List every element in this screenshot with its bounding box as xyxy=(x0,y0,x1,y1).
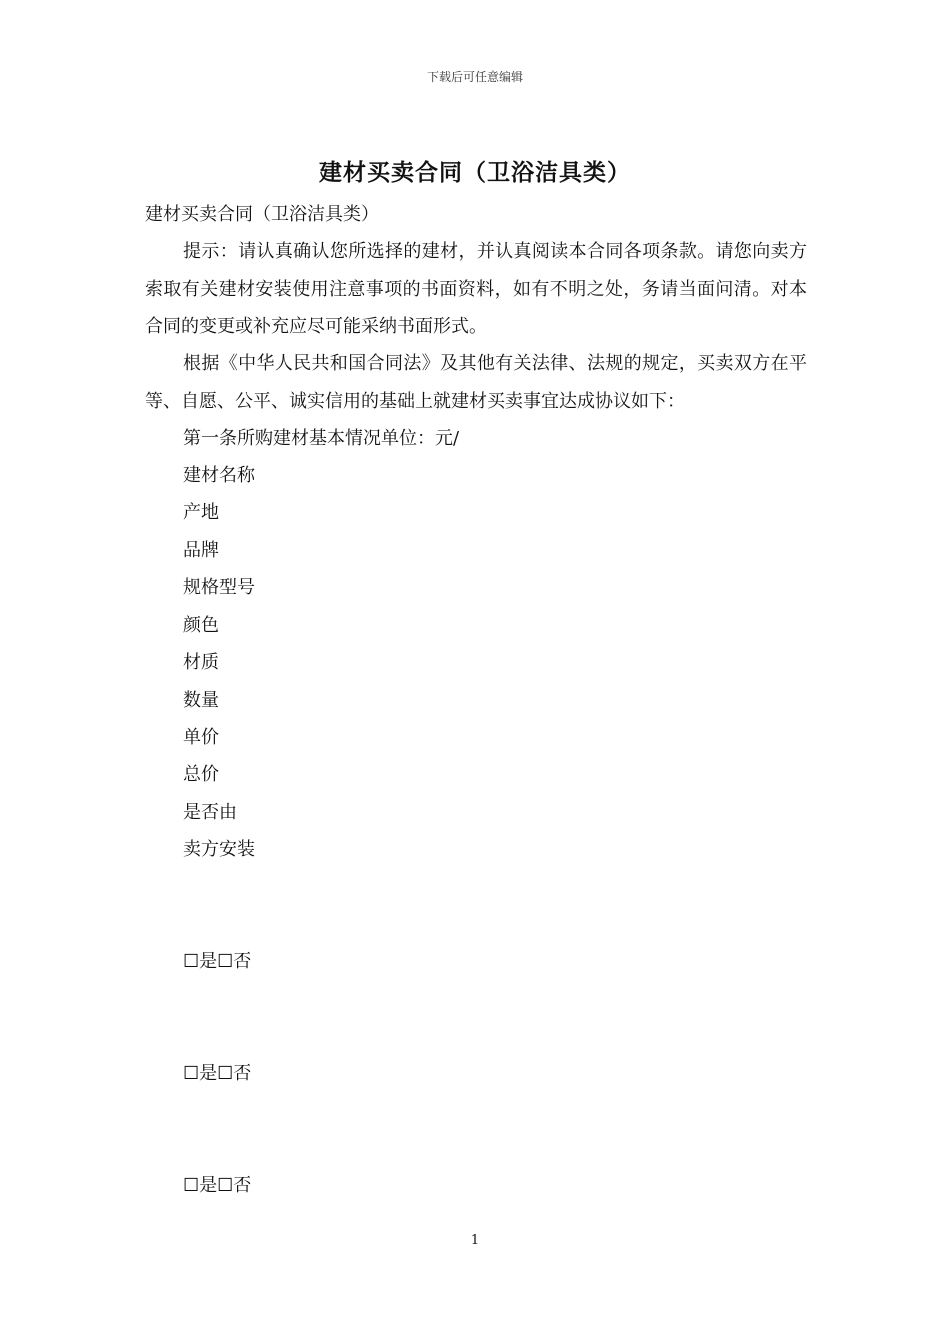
article-1-heading: 第一条所购建材基本情况单位：元/ xyxy=(183,428,460,449)
yes-no-choice[interactable]: ☐是☐否 xyxy=(183,1063,252,1084)
field-label: 规格型号 xyxy=(183,577,255,598)
document-subtitle: 建材买卖合同（卫浴洁具类） xyxy=(145,204,379,225)
field-label: 颜色 xyxy=(183,615,219,636)
field-label: 品牌 xyxy=(183,540,219,561)
field-label: 单价 xyxy=(183,727,219,748)
preamble-paragraph: 根据《中华人民共和国合同法》及其他有关法律、法规的规定，买卖双方在平等、自愿、公平、诚实信用的基础上就建材买卖事宜达成协议如下： xyxy=(145,353,807,412)
field-label: 是否由 xyxy=(183,802,237,823)
yes-no-choice[interactable]: ☐是☐否 xyxy=(183,1175,252,1196)
header-note: 下载后可任意编辑 xyxy=(426,70,523,84)
field-label: 材质 xyxy=(183,652,219,673)
document-title: 建材买卖合同（卫浴洁具类） xyxy=(319,159,631,186)
field-label: 卖方安装 xyxy=(183,839,255,860)
yes-no-choice[interactable]: ☐是☐否 xyxy=(183,951,252,972)
field-label: 建材名称 xyxy=(183,465,255,486)
field-label: 数量 xyxy=(183,690,219,711)
page-number: 1 xyxy=(470,1233,480,1248)
notice-paragraph: 提示：请认真确认您所选择的建材，并认真阅读本合同各项条款。请您向卖方索取有关建材安装使用注意事项的书面资料，如有不明之处，务请当面问清。对本合同的变更或补充应尽可能采纳书面形式。 xyxy=(145,241,807,337)
field-label: 产地 xyxy=(183,502,219,523)
field-label: 总价 xyxy=(183,764,219,785)
